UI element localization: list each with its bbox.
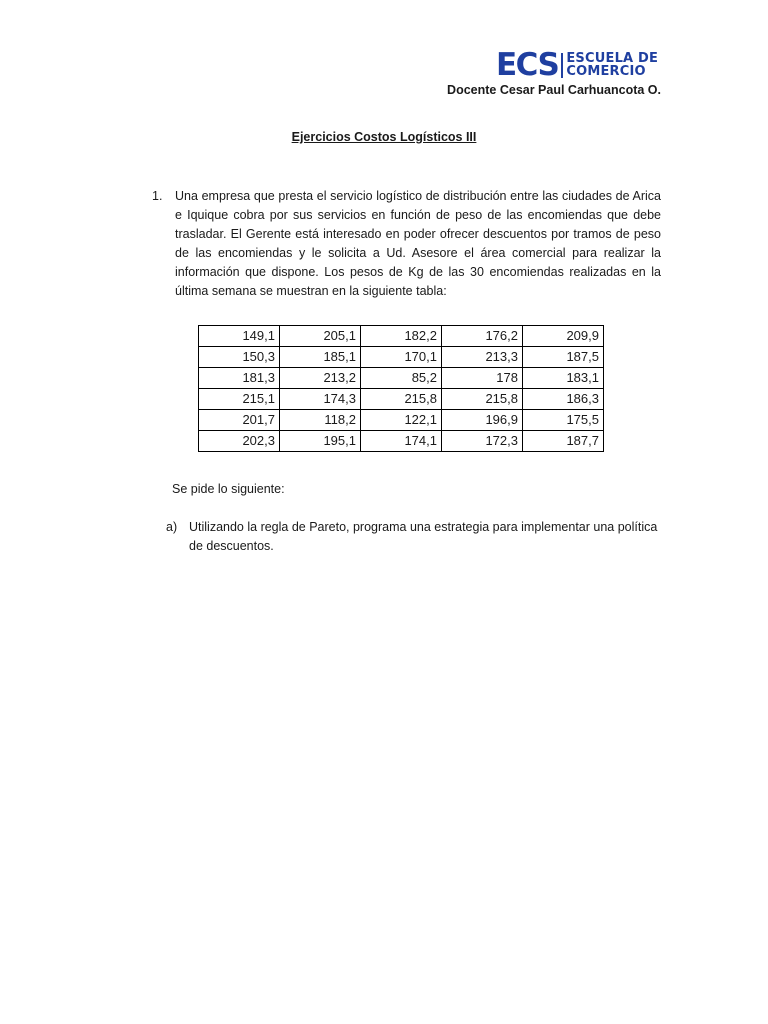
table-cell: 187,5 [523,347,604,368]
table-cell: 215,8 [361,389,442,410]
question-a-letter: a) [166,520,178,534]
document-title: Ejercicios Costos Logísticos III [291,130,477,144]
table-row [199,347,604,368]
logo-wordmark [566,52,658,78]
question-1-number: 1. [152,189,163,203]
logo-line-1: ESCUELA DE [566,51,659,66]
table-cell: 176,2 [442,326,523,347]
school-logo [496,47,659,83]
question-1-text: Una empresa que presta el servicio logístico de distribución entre las ciudades de Arica e Iquique cobra por sus servicios en función de peso de las encomiendas que debe trasladar. El Gerente está interesado en poder ofrecer descuentos por tramos de peso de las encomiendas y le solicita a Ud. Asesore el área comercial para realizar la información que dispone. Los pesos de Kg de las 30 encomiendas realizadas en la última semana se muestran en la siguiente tabla: [175,189,661,298]
table-row [199,389,604,410]
table-row [199,326,604,347]
table-cell: 195,1 [280,431,361,452]
question-a-text: Utilizando la regla de Pareto, programa una estrategia para implementar una política de descuentos. [189,520,658,553]
logo-mark: ECS [496,47,559,83]
table-cell: 149,1 [199,326,280,347]
request-intro: Se pide lo siguiente: [172,482,285,496]
table-cell: 85,2 [361,368,442,389]
table-cell: 185,1 [280,347,361,368]
logo-divider [561,53,563,78]
table-cell: 172,3 [442,431,523,452]
table-cell: 205,1 [280,326,361,347]
table-row [199,431,604,452]
weights-table [198,325,604,452]
table-cell: 122,1 [361,410,442,431]
table-cell: 181,3 [199,368,280,389]
table-cell: 150,3 [199,347,280,368]
table-row [199,410,604,431]
table-cell: 186,3 [523,389,604,410]
table-cell: 182,2 [361,326,442,347]
table-cell: 215,8 [442,389,523,410]
table-cell: 175,5 [523,410,604,431]
table-cell: 187,7 [523,431,604,452]
table-cell: 202,3 [199,431,280,452]
table-cell: 209,9 [523,326,604,347]
table-cell: 174,1 [361,431,442,452]
table-row [199,368,604,389]
table-cell: 213,2 [280,368,361,389]
table-cell: 178 [442,368,523,389]
logo-line-2: COMERCIO [566,64,646,79]
table-cell: 118,2 [280,410,361,431]
teacher-name: Docente Cesar Paul Carhuancota O. [447,83,661,97]
table-cell: 213,3 [442,347,523,368]
table-cell: 196,9 [442,410,523,431]
table-cell: 215,1 [199,389,280,410]
table-cell: 170,1 [361,347,442,368]
table-cell: 201,7 [199,410,280,431]
table-cell: 174,3 [280,389,361,410]
table-cell: 183,1 [523,368,604,389]
